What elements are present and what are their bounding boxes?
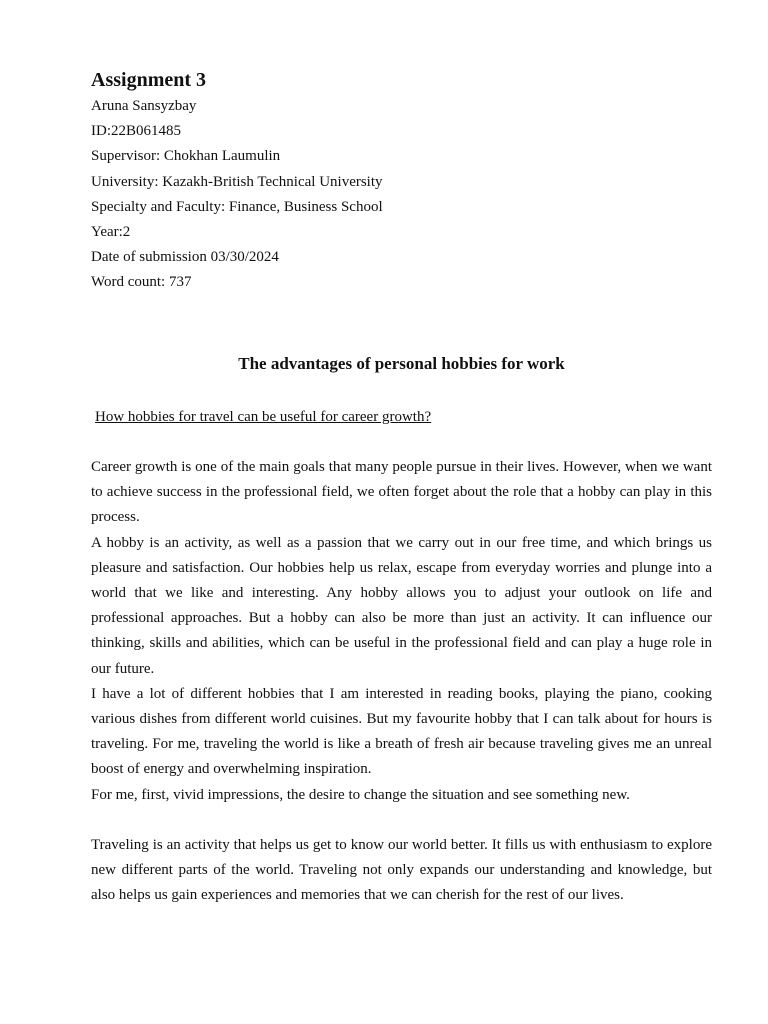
paragraph: For me, first, vivid impressions, the desire to change the situation and see something new.: [91, 786, 630, 803]
meta-supervisor: Supervisor: Chokhan Laumulin: [91, 148, 281, 165]
meta-year: Year:2: [91, 224, 131, 241]
paragraph: Traveling is an activity that helps us get to know our world better. It fills us with enthusiasm to explore new different parts of the world. Traveling not only expands our understanding and knowledge, but also helps us gain experiences and memories that we can cherish for the rest of our lives.: [91, 837, 712, 904]
paragraph: A hobby is an activity, as well as a passion that we carry out in our free time, and which brings us pleasure and satisfaction. Our hobbies help us relax, escape from everyday worries and plunge into a world that we like and interesting. Any hobby allows you to adjust your outlook on life and professional approaches. But a hobby can also be more than just an activity. It can influence our thinking, skills and abilities, which can be useful in the professional field and can play a huge role in our future.: [91, 534, 712, 677]
meta-word-count: Word count: 737: [91, 274, 192, 291]
essay-title: The advantages of personal hobbies for work: [238, 354, 565, 373]
meta-submission-date: Date of submission 03/30/2024: [91, 249, 279, 266]
section-subheading: How hobbies for travel can be useful for career growth?: [95, 409, 432, 425]
essay-body: [91, 455, 712, 909]
meta-university: University: Kazakh-British Technical University: [91, 173, 383, 190]
author-meta: [91, 94, 712, 296]
document-content: [91, 66, 712, 904]
paragraph-spacer: [91, 808, 712, 833]
meta-author-name: Aruna Sansyzbay: [91, 98, 197, 114]
paragraph: Career growth is one of the main goals that many people pursue in their lives. However, when we want to achieve success in the professional field, we often forget about the role that a hobby can play in this process.: [91, 459, 712, 526]
paragraph: I have a lot of different hobbies that I am interested in reading books, playing the piano, cooking various dishes from different world cuisines. But my favourite hobby that I can talk about for hours is traveling. For me, traveling the world is like a breath of fresh air because traveling gives me an unreal boost of energy and overwhelming inspiration.: [91, 685, 712, 778]
assignment-title: Assignment 3: [91, 69, 207, 91]
meta-student-id: ID:22B061485: [91, 123, 181, 140]
meta-specialty: Specialty and Faculty: Finance, Business School: [91, 198, 383, 215]
